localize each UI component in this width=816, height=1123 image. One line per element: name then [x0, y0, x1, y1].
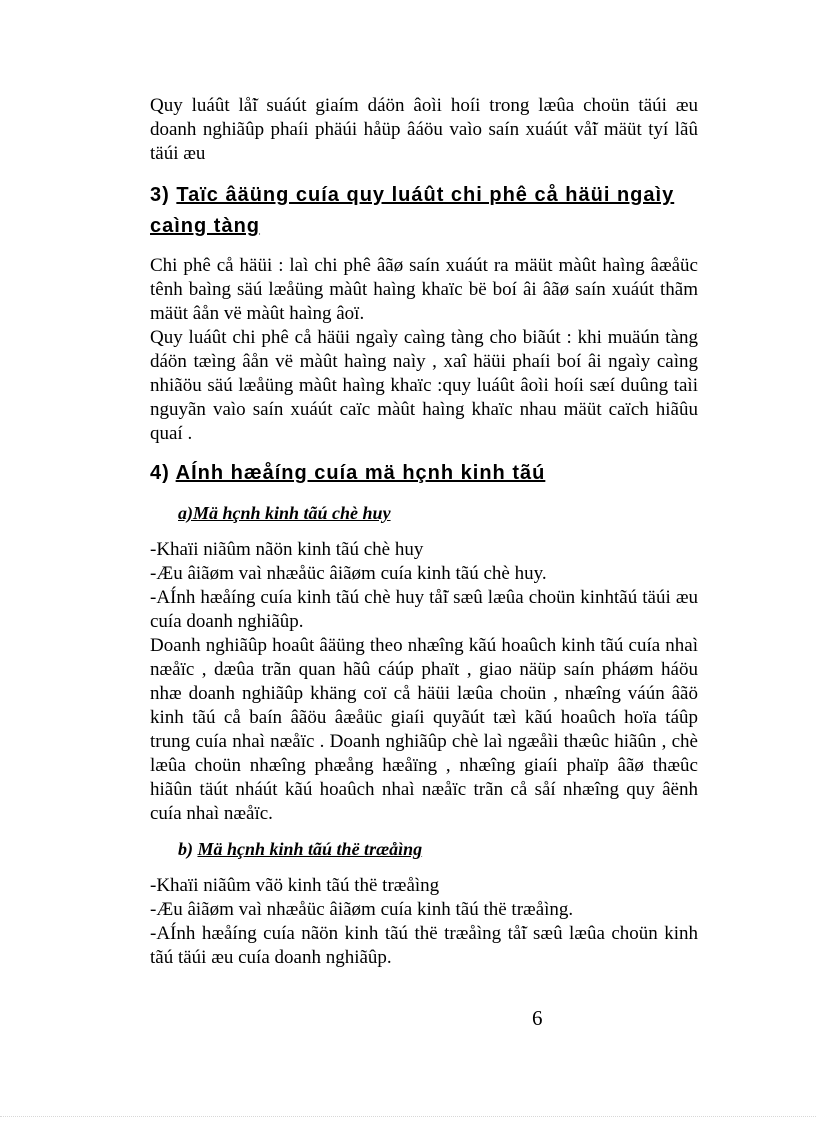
subheading-title: Mä hçnh kinh tãú chè huy: [193, 503, 391, 523]
list-item: -Khaïi niãûm nãön kinh tãú chè huy: [150, 539, 424, 560]
heading-number: 4): [150, 462, 170, 484]
list-item: -AÍnh hæåíng cuía nãön kinh tãú thë træåìng tå̃i sæû læûa choün kinh tãú täúi æu cuía doanh nghiãûp.: [150, 923, 698, 968]
subheading-a: [178, 501, 391, 525]
paragraph-chi-phi-definition: Chi phê cå häüi : laì chi phê âãø saín xuáút ra mäüt màût haìng âæåüc tênh baìng säú læåüng màût haìng khaïc bë boí âi âãø saín xuáút thãm mäüt âån vë màût haìng âoï.: [150, 255, 698, 324]
subheading-prefix: a): [178, 503, 193, 523]
list-item: -AÍnh hæåíng cuía kinh tãú chè huy tå̃i sæû læûa choün kinhtãú täúi æu cuía doanh nghiãûp.: [150, 587, 698, 632]
subheading-title: Mä hçnh kinh tãú thë træåìng: [197, 839, 423, 859]
paragraph-chi-phi-law: Quy luáût chi phê cå häüi ngaìy caìng tàng cho biãút : khi muäún tàng dáön tæìng âån vë màût haìng naìy , xaî häüi phaíi boí âi ngaìy caìng nhiãöu säú læåüng màût haìng khaïc :quy luáût âoìi hoíi sæí duûng taìi nguyãn vaìo saín xuáút caïc màût haìng khaïc nhau mäüt caïch hiãûu quaí .: [150, 327, 698, 444]
paragraph-doanh-nghiep: Doanh nghiãûp hoaût âäüng theo nhæîng kãú hoaûch kinh tãú cuía nhaì næåïc , dæûa trãn quan hãû cáúp phaït , giao näüp saín pháøm háöu nhæ doanh nghiãûp khäng coï cå häüi læûa choün , nhæîng váún âãö kinh tãú cå baín âãöu âæåüc giaíi quyãút tæì kãú hoaûch hoïa táûp trung cuía nhaì næåïc . Doanh nghiãûp chè laì ngæåìi thæûc hiãûn , chè læûa choün nhæîng phæång hæåïng , nhæîng giaíi phaïp âãø thæûc hiãûn täút nháút kãú hoaûch nhaì næåïc trãn cå såí nhæîng quy âënh cuía nhaì næåïc.: [150, 635, 698, 824]
subheading-b: [178, 837, 422, 861]
heading-title: Taïc âäüng cuía quy luáût chi phê cå häüi ngaìy caìng tàng: [150, 184, 675, 237]
paragraph-intro: Quy luáût lå̃i suáút giaím dáön âoìi hoíi trong læûa choün täúi æu doanh nghiãûp phaíi phäúi håüp âáöu vaìo saín xuáút vå̃i mäüt tyí lãû täúi æu: [150, 95, 698, 164]
heading-title: AÍnh hæåíng cuía mä hçnh kinh tãú: [175, 462, 546, 484]
list-item: -Æu âiãøm vaì nhæåüc âiãøm cuía kinh tãú thë træåìng.: [150, 899, 574, 920]
heading-number: 3): [150, 184, 170, 206]
subheading-prefix: b): [178, 839, 193, 859]
heading-section-3: [150, 180, 710, 242]
list-item: -Æu âiãøm vaì nhæåüc âiãøm cuía kinh tãú chè huy.: [150, 563, 547, 584]
page-number: 6: [532, 1006, 543, 1030]
heading-section-4: [150, 458, 710, 489]
page-bottom-border: [0, 1116, 816, 1117]
list-item: -Khaïi niãûm vãö kinh tãú thë træåìng: [150, 875, 440, 896]
